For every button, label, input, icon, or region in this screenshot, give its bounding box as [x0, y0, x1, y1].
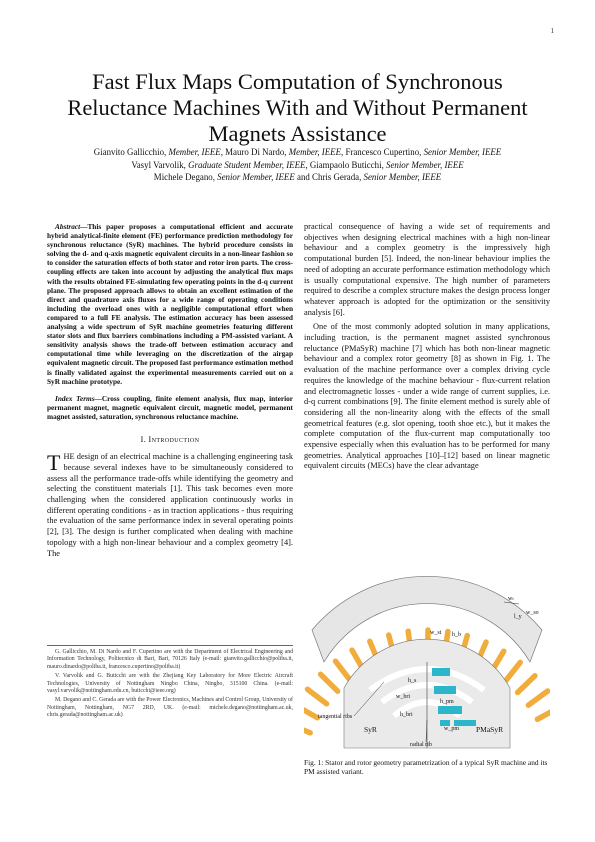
author-membership: Senior Member, IEEE: [363, 172, 442, 183]
author-membership: Member, IEEE: [288, 147, 341, 157]
footnotes: [47, 645, 293, 722]
body-paragraph: One of the most commonly adopted solution in many applications, including traction, is the permanent magnet assisted synchronous reluctance (PMaSyR) machine [7] which has both non-linear magnetic behaviour and a complex rotor geometry [8] as shown in Fig. 1. The evaluation of the machine performance over a complex driving cycle requires the knowledge of the machine behaviour - flux-current relation and electromagnetic losses - under a wide range of current supplies, i.e. d-q current combinations [9]. The finite element method is surely able of considering all the non-linearity along with the effects of the small geometrical features (e.g. slot opening, tooth shoe etc.), but it makes the complete computation of the flux-current map computationally too expensive especially when this evaluation has to be performed for many geometries. Analytical approaches [10]–[12] based on linear magnetic equivalent circuits (MECs) have the clear advantage: [304, 322, 550, 471]
paper-title: Fast Flux Maps Computation of Synchronous Reluctance Machines With and Without Permanent Magnets Assistance: [67, 69, 528, 147]
label-wst: w_st: [430, 630, 442, 636]
left-column: [47, 222, 293, 559]
page-number: 1: [550, 27, 554, 35]
stator-slot: [537, 708, 550, 720]
label-tangential-ribs: tangential ribs: [318, 714, 353, 720]
author-membership: Senior Member, IEEE: [386, 159, 464, 170]
author-name: , Mauro Di Nardo,: [220, 147, 289, 157]
caption-label: Fig. 1:: [304, 758, 324, 767]
footnote: M. Degano and C. Gerada are with the Power Electronics, Machines and Control Group, University of Nottingham, Nottingham, NG7 2RD, UK. (e-mail: michele.degano@nottingham.ac.uk, chris.gerada@nottingham.ac.uk): [47, 697, 293, 719]
label-pmasyr: PMaSyR: [476, 725, 504, 734]
label-wt: wₜ: [508, 596, 515, 602]
label-radial-rib: radial rib: [410, 742, 432, 748]
author-membership: Senior Member, IEEE: [217, 172, 295, 183]
footnote: V. Varvolik and G. Buticchi are with the Zhejiang Key Laboratory for More Electric Aircraft Technologies, University of Nottingham Ningbo China, Ningbo, 315100 China. (e-mail: vasyl.varvolik@nottingham.edu.cn, buticchi@ieee.org): [47, 673, 293, 695]
label-wbri: w_bri: [396, 694, 410, 700]
magnet-block: [434, 686, 456, 694]
author-name: and Chris Gerada,: [294, 172, 364, 183]
stator-slot: [308, 689, 327, 704]
intro-paragraph: [47, 452, 293, 559]
label-hs: h_s: [408, 678, 417, 684]
label-ly: l_y: [514, 614, 522, 620]
abstract: [47, 222, 293, 386]
magnet-block: [438, 706, 462, 714]
figure-machine-geometry: [304, 570, 550, 750]
stator-slot: [336, 661, 351, 680]
index-terms: [47, 394, 293, 421]
index-terms-text: —Cross coupling, finite element analysis, flux map, interior permanent magnet, magnetic equivalent circuit, magnetic model, permanent magnet assisted, saturation, synchronous reluctance machine.: [47, 393, 293, 421]
figure-caption: [304, 758, 550, 776]
author-membership: Member, IEEE: [168, 147, 221, 157]
author-list: [40, 146, 555, 184]
body-paragraph: practical consequence of having a wide set of requirements and objectives when designing electrical machines with a high non-linear behaviour and a complex geometry is the impressively high computational burden [5]. Indeed, the non-linear behaviour implies the need of adopting an accurate performance estimation methodology which is usually computational expensive. The high number of parameters required to describe a complex structure makes the design process longer whatever approach is adopted for the optimization or the sensitivity analysis [6].: [304, 222, 550, 317]
author-name: Gianvito Gallicchio,: [93, 147, 169, 157]
author-line: [40, 159, 555, 172]
author-name: Michele Degano,: [153, 172, 218, 183]
stator-slot: [304, 724, 310, 733]
label-syr: SyR: [364, 725, 377, 734]
stator-slot: [304, 706, 317, 718]
section-number: I.: [140, 434, 147, 444]
footnote: G. Gallicchio, M. Di Nardo and F. Cupertino are with the Department of Electrical Engineering and Information Technology, Politecnico di Bari, Bari, 70126 Italy (e-mail: gianvito.gallicchio@poliba.it, mauro.dinardo@poliba.it, francesco.cupertino@poliba.it): [47, 649, 293, 670]
label-wpm: w_pm: [444, 726, 459, 732]
author-name: , Giampaolo Buticchi,: [305, 159, 387, 170]
caption-text: Stator and rotor geometry parametrization of a typical SyR machine and its PM assisted variant.: [304, 758, 548, 777]
label-hpm: h_pm: [440, 699, 454, 705]
stator-slot: [321, 674, 338, 691]
stator-slot: [505, 662, 520, 681]
section-heading: [47, 435, 293, 444]
author-name: Vasyl Varvolik,: [131, 159, 189, 170]
abstract-text: —This paper proposes a computational efficient and accurate hybrid analytical-finite element (FE) performance prediction methodology for synchronous reluctance (SyR) machines. The hybrid procedure consists in solving the d- and q-axis magnetic equivalent circuits in a non-linear fashion so to consider the saturation effects of both stator and rotor iron parts. The cross-coupling effects are taken into account by adjusting the analytical flux maps with the results obtained FE-simulating few operating points in the d-q current plane. The proposed approach allows to obtain an excellent estimation of the direct and quadrature axis fluxes for a wide range of operating conditions including the overload ones with a negligible computational effort when compared to a full FE analysis. The estimation accuracy has been assessed analysing a wide spectrum of SyR machine geometries featuring different stator slots and flux barriers combinations including a PM-assisted variant. A sensitivity analysis shows the trade-off between estimation accuracy and computational time while leveraging on the discretization of the airgap equivalent magnetic circuit. The proposed fast performance estimation method is finally validated against the experimental measurements carried out on a SyR machine prototype.: [47, 222, 293, 386]
machine-geometry-diagram: [304, 570, 550, 750]
stator-slot: [518, 676, 535, 693]
author-name: , Francesco Cupertino,: [341, 147, 424, 157]
section-title: Introduction: [148, 434, 200, 444]
author-membership: Senior Member, IEEE: [423, 147, 502, 157]
stator-slot: [528, 691, 547, 705]
drop-cap: T: [47, 450, 61, 476]
abstract-label: Abstract: [55, 222, 81, 231]
magnet-block: [432, 668, 450, 676]
author-membership: Graduate Student Member, IEEE: [188, 159, 306, 170]
author-line: [40, 171, 555, 184]
index-terms-label: Index Terms: [55, 393, 95, 403]
right-column: [304, 222, 550, 472]
intro-first-word: HE: [63, 452, 75, 462]
author-line: [40, 146, 555, 159]
intro-text: design of an electrical machine is a challenging engineering task because several indexes have to be simultaneously considered to assess all the performance trade-offs while identifying the geometry and selecting the constituent materials [1]. This task becomes even more challenging when the considered application continuously works in different operating conditions - as in traction applications - thus requiring the evaluation of the same performance index in several operating points [2], [3]. The design is further complicated when dealing with machine topology with a high non-linear behaviour and a complex geometry [4]. The: [47, 452, 293, 558]
label-hbri: h_bri: [400, 712, 413, 718]
label-wso: w_so: [526, 610, 539, 616]
label-hb: h_b: [452, 632, 461, 638]
